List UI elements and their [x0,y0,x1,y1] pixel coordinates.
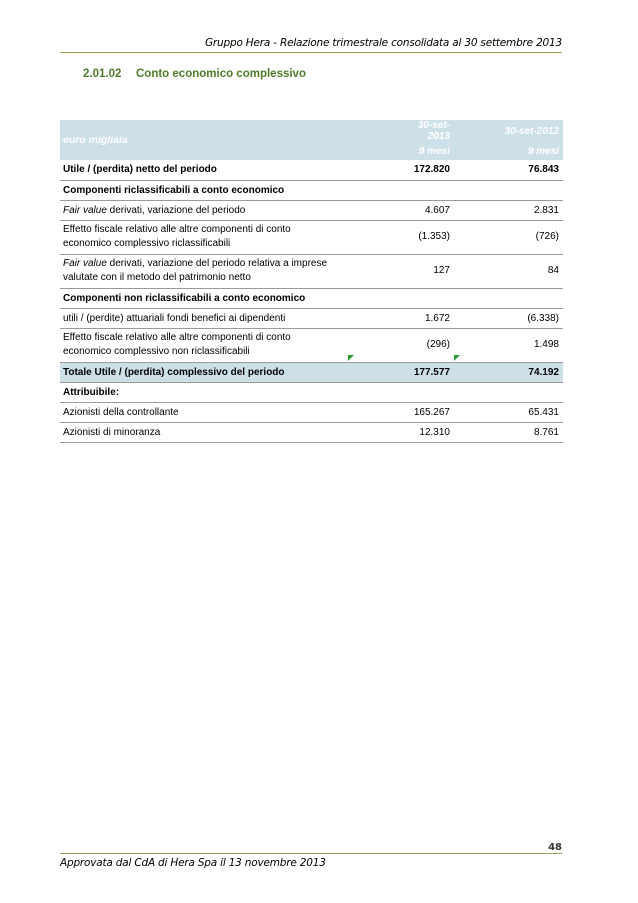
comment-flag-icon [454,355,460,361]
page-footer: Approvata dal CdA di Hera Spa il 13 novembre 2013 [60,857,326,869]
table-row [60,220,563,254]
section-title-text: Conto economico complessivo [136,68,306,80]
row-value-a: 4.607 [407,200,454,220]
footer-rule [60,853,562,854]
table-row [60,382,563,402]
unit-label: euro migliaia [60,120,360,160]
comment-flag-icon [348,355,354,361]
row-label: Effetto fiscale relativo alle altre componenti di conto economico complessivo non riclassificabili [60,328,360,362]
table-header-row [60,120,563,142]
page-number: 48 [548,842,562,853]
header-rule [60,52,562,53]
row-value-b: 74.192 [454,362,563,382]
row-label: Componenti riclassificabili a conto economico [60,180,563,200]
table-total-row [60,362,563,382]
row-label: Azionisti di minoranza [60,422,360,442]
table-row [60,288,563,308]
page-header: Gruppo Hera - Relazione trimestrale consolidata al 30 settembre 2013 [205,37,562,49]
section-title [83,68,306,80]
row-label: Fair value derivati, variazione del periodo [60,200,360,220]
table-row [60,180,563,200]
row-label: Azionisti della controllante [60,402,360,422]
income-statement-table [60,120,563,443]
row-label: Attribuibile: [60,382,563,402]
row-value-b: 84 [454,254,563,288]
row-value-b: 65.431 [454,402,563,422]
row-label: Fair value derivati, variazione del periodo relativa a imprese valutate con il metodo del patrimonio netto [60,254,360,288]
row-value-a: 127 [407,254,454,288]
row-value-b: 1.498 [454,328,563,362]
table-row [60,422,563,442]
row-value-a: (1.353) [407,220,454,254]
table-row [60,160,563,180]
row-label: Totale Utile / (perdita) complessivo del periodo [60,362,360,382]
row-value-b: (726) [454,220,563,254]
col-b-date: 30-set-2012 [454,120,563,142]
row-label: utili / (perdite) attuariali fondi benefici ai dipendenti [60,308,360,328]
section-number: 2.01.02 [83,68,122,80]
row-value-a: 177.577 [407,362,454,382]
row-value-a: 165.267 [407,402,454,422]
col-a-period: 9 mesi [407,142,454,160]
row-value-b: 8.761 [454,422,563,442]
row-value-a: 12.310 [407,422,454,442]
row-value-a: (296) [407,328,454,362]
table-row [60,308,563,328]
table-row [60,328,563,362]
col-a-date: 30-set-2013 [407,120,454,142]
table-row [60,200,563,220]
row-label: Utile / (perdita) netto del periodo [60,160,360,180]
row-label: Componenti non riclassificabili a conto economico [60,288,563,308]
row-value-b: 76.843 [454,160,563,180]
row-value-b: (6.338) [454,308,563,328]
table-row [60,402,563,422]
row-label: Effetto fiscale relativo alle altre componenti di conto economico complessivo riclassificabili [60,220,360,254]
col-b-period: 9 mesi [454,142,563,160]
table-row [60,254,563,288]
row-value-a: 1.672 [407,308,454,328]
row-value-a: 172.820 [407,160,454,180]
row-value-b: 2.831 [454,200,563,220]
